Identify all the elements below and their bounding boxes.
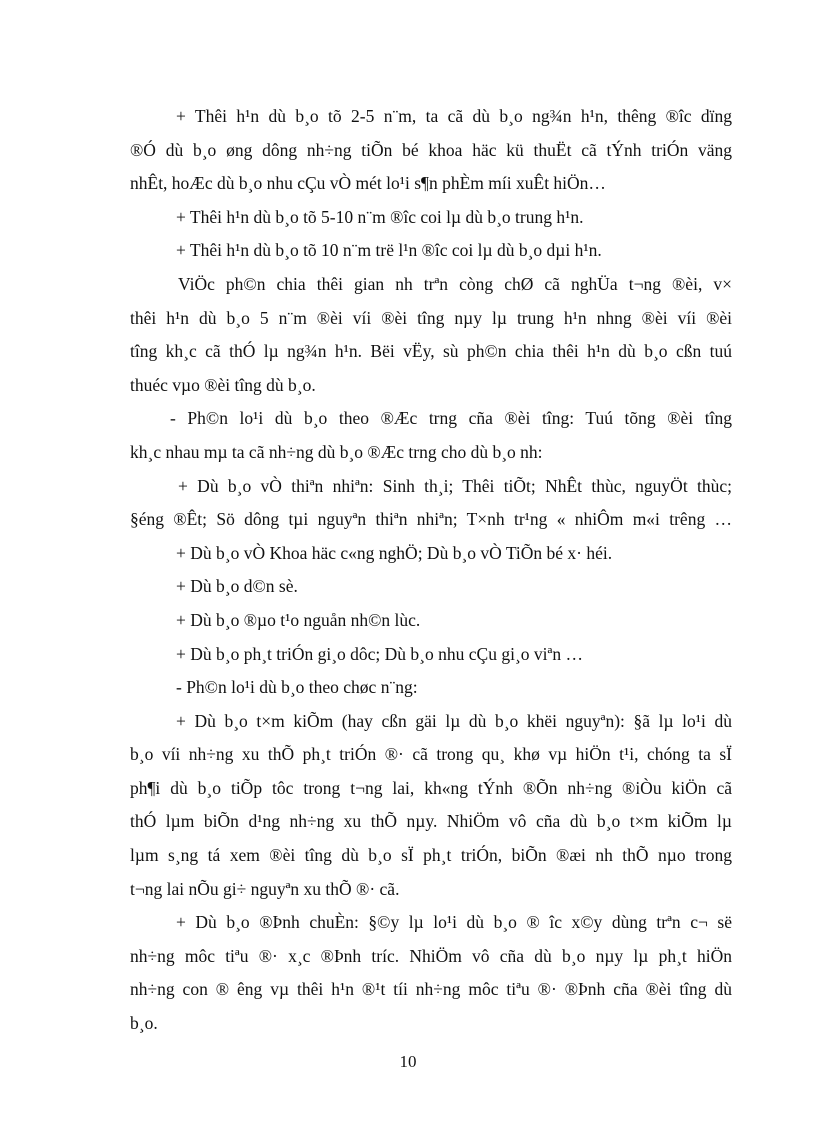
text-line: tîng kh¸c cã thÓ lµ ng¾n h¹n. Bëi vËy, sù ph©n chia thêi h¹n dù b¸o cßn tuú <box>130 341 732 362</box>
text-line: + Dù b¸o d©n sè. <box>176 576 298 597</box>
text-line: + Thêi h¹n dù b¸o tõ 5-10 n¨m ®îc coi lµ dù b¸o trung h¹n. <box>176 206 584 227</box>
text-line: + Dù b¸o t×m kiÕm (hay cßn gäi lµ dù b¸o khëi nguyªn): §ã lµ lo¹i dù <box>176 710 732 731</box>
text-line: thêi h¹n dù b¸o 5 n¨m ®èi víi ®èi tîng nµy lµ trung h¹n nhng ®èi víi ®èi <box>130 307 732 328</box>
text-line: - Ph©n lo¹i dù b¸o theo chøc n¨ng: <box>176 677 418 698</box>
text-line: nh÷ng con ® êng vµ thêi h¹n ®¹t tíi nh÷ng môc tiªu ®· ®Þnh cña ®èi tîng dù <box>130 979 732 1000</box>
text-line: + Dù b¸o ®Þnh chuÈn: §©y lµ lo¹i dù b¸o ® îc x©y dùng trªn c¬ së <box>176 912 732 933</box>
text-line: b¸o. <box>130 1013 158 1034</box>
text-line: + Dù b¸o vÒ Khoa häc c«ng nghÖ; Dù b¸o vÒ TiÕn bé x· héi. <box>176 542 613 563</box>
text-line: + Thêi h¹n dù b¸o tõ 10 n¨m trë l¹n ®îc coi lµ dù b¸o dµi h¹n. <box>176 240 602 261</box>
body-text <box>130 100 732 1041</box>
text-line: ph¶i dù b¸o tiÕp tôc trong t¬ng lai, kh«ng tÝnh ®Õn nh÷ng ®iÒu kiÖn cã <box>130 777 732 798</box>
text-line: b¸o víi nh÷ng xu thÕ ph¸t triÓn ®· cã trong qu¸ khø vµ hiÖn t¹i, chóng ta sÏ <box>130 744 732 765</box>
page-number: 10 <box>399 1052 417 1071</box>
text-line: + Thêi h¹n dù b¸o tõ 2-5 n¨m, ta cã dù b¸o ng¾n h¹n, thêng ®îc dïng <box>176 106 732 126</box>
text-line: nhÊt, hoÆc dù b¸o nhu cÇu vÒ mét lo¹i s¶n phÈm míi xuÊt hiÖn… <box>130 173 606 194</box>
text-line: thÓ lµm biÕn d¹ng nh÷ng xu thÕ nµy. NhiÖm vô cña dù b¸o t×m kiÕm lµ <box>130 811 732 832</box>
text-line: lµm s¸ng tá xem ®èi tîng dù b¸o sÏ ph¸t triÓn, biÕn ®æi nh thÕ nµo trong <box>130 845 732 866</box>
text-line: - Ph©n lo¹i dù b¸o theo ®Æc trng cña ®èi tîng: Tuú tõng ®èi tîng <box>170 408 732 429</box>
text-line: thuéc vµo ®èi tîng dù b¸o. <box>130 374 316 395</box>
text-line: t¬ng lai nÕu gi÷ nguyªn xu thÕ ®· cã. <box>130 878 400 899</box>
text-line: + Dù b¸o ph¸t triÓn gi¸o dôc; Dù b¸o nhu cÇu gi¸o viªn … <box>176 643 583 664</box>
text-line: ®Ó dù b¸o øng dông nh÷ng tiÕn bé khoa häc kü thuËt cã tÝnh triÓn väng <box>130 139 732 160</box>
text-line: ViÖc ph©n chia thêi gian nh trªn còng chØ cã nghÜa t¬ng ®èi, v× <box>178 273 732 294</box>
text-line: + Dù b¸o ®µo t¹o nguån nh©n lùc. <box>176 609 421 630</box>
text-line: §éng ®Êt; Sö dông tµi nguyªn thiªn nhiªn; T×nh tr¹ng « nhiÔm m«i trêng … <box>130 509 732 530</box>
text-line: + Dù b¸o vÒ thiªn nhiªn: Sinh th¸i; Thêi tiÕt; NhÊt thùc, nguyÖt thùc; <box>178 475 732 496</box>
text-line: kh¸c nhau mµ ta cã nh÷ng dù b¸o ®Æc trng cho dù b¸o nh: <box>130 441 543 462</box>
text-line: nh÷ng môc tiªu ®· x¸c ®Þnh tríc. NhiÖm vô cña dù b¸o nµy lµ ph¸t hiÖn <box>130 945 732 966</box>
